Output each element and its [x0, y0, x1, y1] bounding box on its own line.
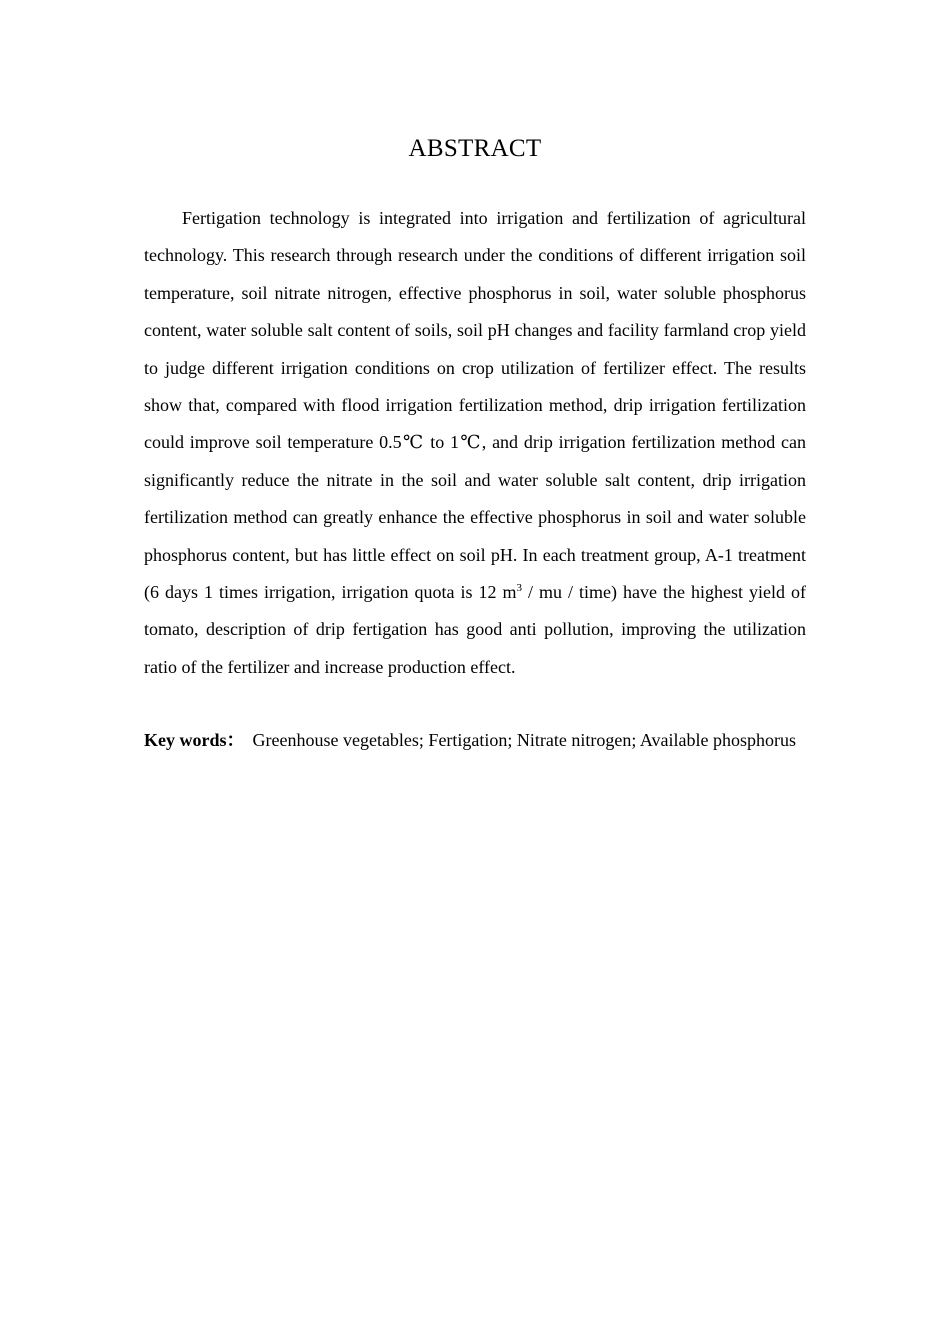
- abstract-text-part-2: / mu / time) have the highest yield of tomato, description of drip fertigation has good anti pollution, improving the utilization ratio of the fertilizer and increase production effect.: [144, 582, 806, 677]
- page-title: ABSTRACT: [408, 135, 542, 162]
- abstract-paragraph: [144, 200, 806, 686]
- keywords-text: Greenhouse vegetables; Fertigation; Nitrate nitrogen; Available phosphorus: [252, 730, 797, 750]
- abstract-text-part-1: Fertigation technology is integrated into irrigation and fertilization of agricultural technology. This research through research under the conditions of different irrigation soil temperature, soil nitrate nitrogen, effective phosphorus in soil, water soluble phosphorus content, water soluble salt content of soils, soil pH changes and facility farmland crop yield to judge different irrigation conditions on crop utilization of fertilizer effect. The results show that, compared with flood irrigation fertilization method, drip irrigation fertilization could improve soil temperature 0.5℃ to 1℃, and drip irrigation fertilization method can significantly reduce the nitrate in the soil and water soluble salt content, drip irrigation fertilization method can greatly enhance the effective phosphorus in soil and water soluble phosphorus content, but has little effect on soil pH. In each treatment group, A-1 treatment (6 days 1 times irrigation, irrigation quota is 12 m: [144, 208, 806, 603]
- superscript-cubic: 3: [516, 582, 522, 595]
- keywords-line: [144, 722, 806, 759]
- keywords-label: Key words：: [144, 730, 245, 750]
